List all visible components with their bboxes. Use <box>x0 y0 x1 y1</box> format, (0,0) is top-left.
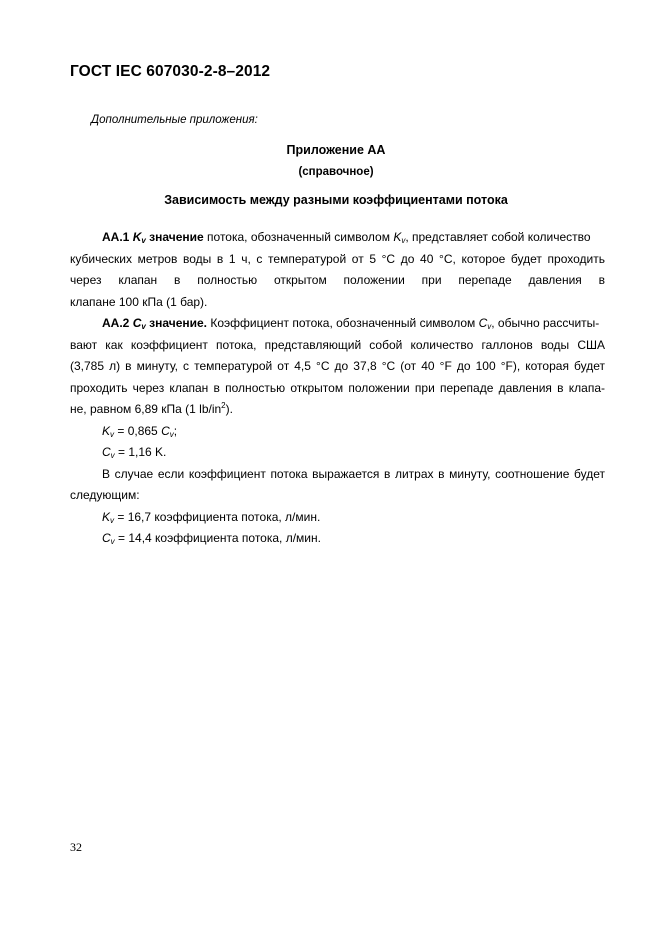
formula-kv-symbol: K <box>102 423 111 438</box>
aa1-line-2: кубических метров воды в 1 ч, с температурой от 5 °С до 40 °С, которое будет проходить <box>70 251 605 266</box>
aa1-symbol: K <box>132 230 142 244</box>
aa1-number: АА.1 <box>102 230 130 244</box>
formula-kv-liters-sub: v <box>110 515 115 525</box>
formula-cv-liters-end: = 14,4 коэффициента потока, л/мин. <box>114 531 321 545</box>
formula-kv-sub-2: v <box>169 429 174 439</box>
aa2-line-5-end: ). <box>225 402 233 416</box>
formula-kv-liters <box>70 507 605 529</box>
aa2-line-5-sup: 2 <box>221 401 226 410</box>
aa1-line-3: через клапан в полностью открытом положении при перепаде давления в <box>70 273 605 287</box>
aa1-line-1 <box>70 227 605 249</box>
formula-kv-mid: = 0,865 <box>114 423 162 438</box>
aa2-number: АА.2 <box>102 316 130 330</box>
additional-annexes-label: Дополнительные приложения: <box>91 114 258 126</box>
aa2-symbol-sub: v <box>141 322 146 331</box>
liters-line-2: следующим: <box>70 488 140 502</box>
formula-cv-liters-symbol: C <box>102 531 111 545</box>
page-number: 32 <box>70 840 82 854</box>
aa1-line-4: клапане 100 кПа (1 бар). <box>70 294 208 309</box>
aa2-text-1: Коэффициент потока, обозначенный символом <box>210 316 476 330</box>
formula-cv-sub: v <box>110 451 115 460</box>
formula-kv-end: ; <box>173 423 178 438</box>
aa2-line-5 <box>70 399 605 421</box>
aa2-line-1 <box>70 313 605 335</box>
formula-cv-liters-sub: v <box>110 537 115 546</box>
formula-kv-sub: v <box>110 429 115 439</box>
aa2-line-3: (3,785 л) в минуту, с температурой от 4,5 °С до 37,8 °С (от 40 °F до 100 °F), которая будет <box>70 359 605 373</box>
aa1-symbol-sub: v <box>141 236 146 245</box>
formula-kv-liters-end: = 16,7 коэффициента потока, л/мин. <box>114 509 321 524</box>
formula-cv-end: = 1,16 K. <box>114 445 167 459</box>
aa2-term: значение. <box>149 316 208 330</box>
formula-cv-liters <box>70 528 605 550</box>
formula-kv-liters-symbol: K <box>102 509 111 524</box>
aa1-symbol-2: K <box>393 230 402 244</box>
aa1-text-1: потока, обозначенный символом <box>207 230 390 244</box>
annex-title: Приложение АА <box>286 143 386 157</box>
formula-kv-symbol-2: C <box>161 423 170 438</box>
aa1-text-2: , представляет собой количество <box>405 230 591 244</box>
liters-line-1: В случае если коэффициент потока выражается в литрах в минуту, соотношение будет <box>102 466 605 481</box>
formula-cv-symbol: C <box>102 445 111 459</box>
aa2-symbol: C <box>132 316 142 330</box>
aa2-line-4: проходить через клапан в полностью открытом положении при перепаде давления в клапа- <box>70 380 605 395</box>
aa2-text-2: , обычно рассчиты- <box>491 316 600 330</box>
aa2-symbol-2: C <box>478 316 488 330</box>
annex-subtitle: (справочное) <box>298 166 374 178</box>
aa1-term: значение <box>149 230 204 244</box>
aa1-symbol-2-sub: v <box>401 236 406 245</box>
formula-cv <box>70 442 605 464</box>
aa2-line-5-text: не, равном 6,89 кПа (1 lb/in <box>70 402 222 416</box>
annex-body <box>70 227 605 550</box>
aa2-line-2: вают как коэффициент потока, представляющий собой количество галлонов воды США <box>70 337 605 352</box>
formula-kv <box>70 421 605 443</box>
aa2-symbol-2-sub: v <box>487 322 492 331</box>
annex-heading: Зависимость между разными коэффициентами потока <box>164 193 508 207</box>
document-header: ГОСТ IEC 607030-2-8–2012 <box>70 63 271 80</box>
